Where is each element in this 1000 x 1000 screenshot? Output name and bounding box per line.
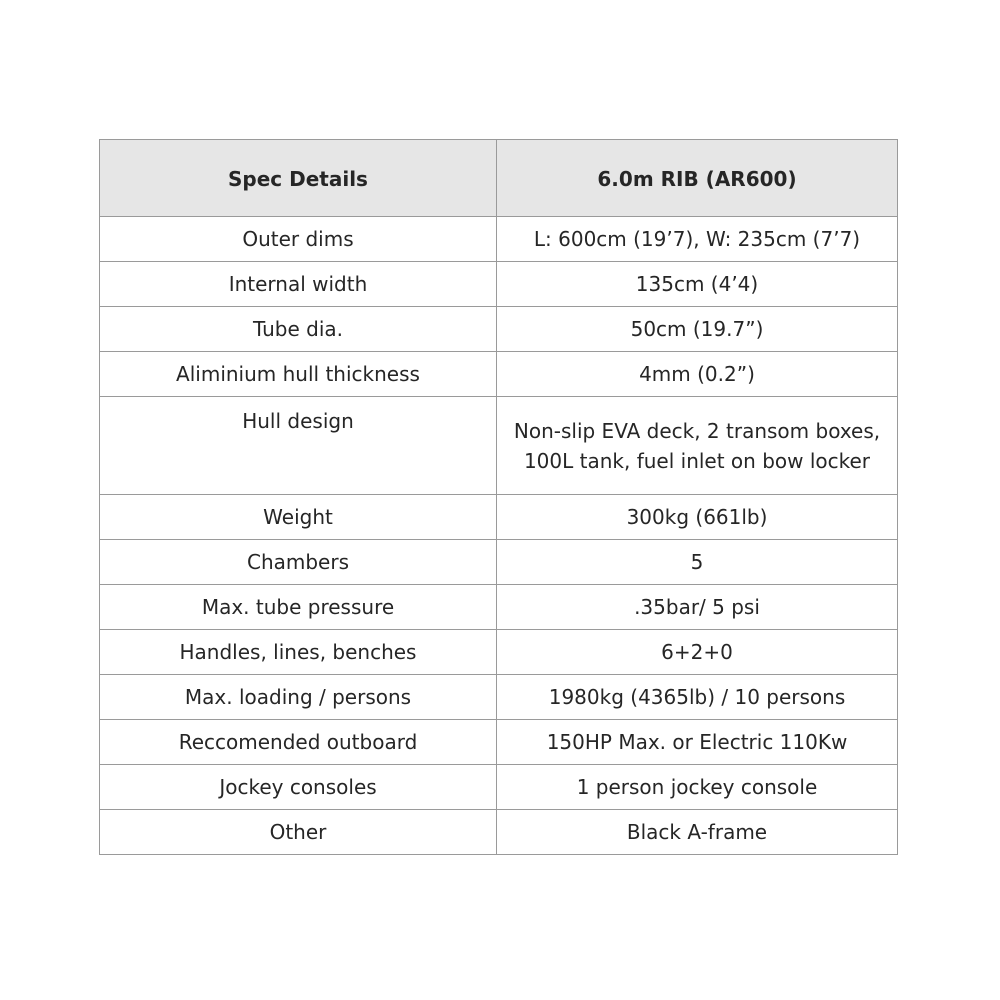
row-label: Hull design	[100, 397, 497, 495]
table-row	[100, 397, 898, 495]
table-row	[100, 217, 898, 262]
table-row	[100, 585, 898, 630]
row-value-line: 5	[690, 550, 704, 574]
table-row	[100, 765, 898, 810]
row-value	[497, 810, 898, 855]
row-label: Jockey consoles	[100, 765, 497, 810]
row-value	[497, 307, 898, 352]
row-label: Max. tube pressure	[100, 585, 497, 630]
row-value-line: 50cm (19.7”)	[630, 317, 764, 341]
table-row	[100, 262, 898, 307]
row-label: Internal width	[100, 262, 497, 307]
row-label: Reccomended outboard	[100, 720, 497, 765]
row-value-line: 100L tank, fuel inlet on bow locker	[523, 448, 871, 473]
row-value-line: 135cm (4’4)	[635, 272, 759, 296]
table-row	[100, 540, 898, 585]
row-value-line: L: 600cm (19’7), W: 235cm (7’7)	[533, 227, 861, 251]
row-value	[497, 217, 898, 262]
row-label: Aliminium hull thickness	[100, 352, 497, 397]
table-row	[100, 307, 898, 352]
row-value-line: 300kg (661lb)	[626, 505, 768, 529]
row-label: Max. loading / persons	[100, 675, 497, 720]
row-value	[497, 540, 898, 585]
row-value-line: 6+2+0	[661, 640, 733, 664]
header-model: 6.0m RIB (AR600)	[497, 140, 898, 217]
row-label: Chambers	[100, 540, 497, 585]
row-value	[497, 630, 898, 675]
row-value-line: 1980kg (4365lb) / 10 persons	[548, 685, 846, 709]
row-label: Outer dims	[100, 217, 497, 262]
spec-table	[99, 139, 898, 855]
row-value-line: 150HP Max. or Electric 110Kw	[546, 730, 848, 754]
row-label: Tube dia.	[100, 307, 497, 352]
row-value	[497, 397, 898, 495]
row-label: Other	[100, 810, 497, 855]
row-value	[497, 352, 898, 397]
row-label: Weight	[100, 495, 497, 540]
table-row	[100, 810, 898, 855]
row-label: Handles, lines, benches	[100, 630, 497, 675]
row-value-line: Non-slip EVA deck, 2 transom boxes,	[513, 418, 881, 443]
table-row	[100, 675, 898, 720]
row-value-line: Black A-frame	[626, 820, 768, 844]
table-header-row	[100, 140, 898, 217]
row-value	[497, 720, 898, 765]
row-value	[497, 765, 898, 810]
table-row	[100, 720, 898, 765]
table-row	[100, 352, 898, 397]
row-value	[497, 262, 898, 307]
table-row	[100, 495, 898, 540]
row-value-line: .35bar/ 5 psi	[634, 595, 760, 619]
row-value	[497, 675, 898, 720]
header-spec-details: Spec Details	[100, 140, 497, 217]
row-value	[497, 495, 898, 540]
row-value-line: 4mm (0.2”)	[639, 362, 755, 386]
table-row	[100, 630, 898, 675]
row-value	[497, 585, 898, 630]
row-value-line: 1 person jockey console	[576, 775, 818, 799]
